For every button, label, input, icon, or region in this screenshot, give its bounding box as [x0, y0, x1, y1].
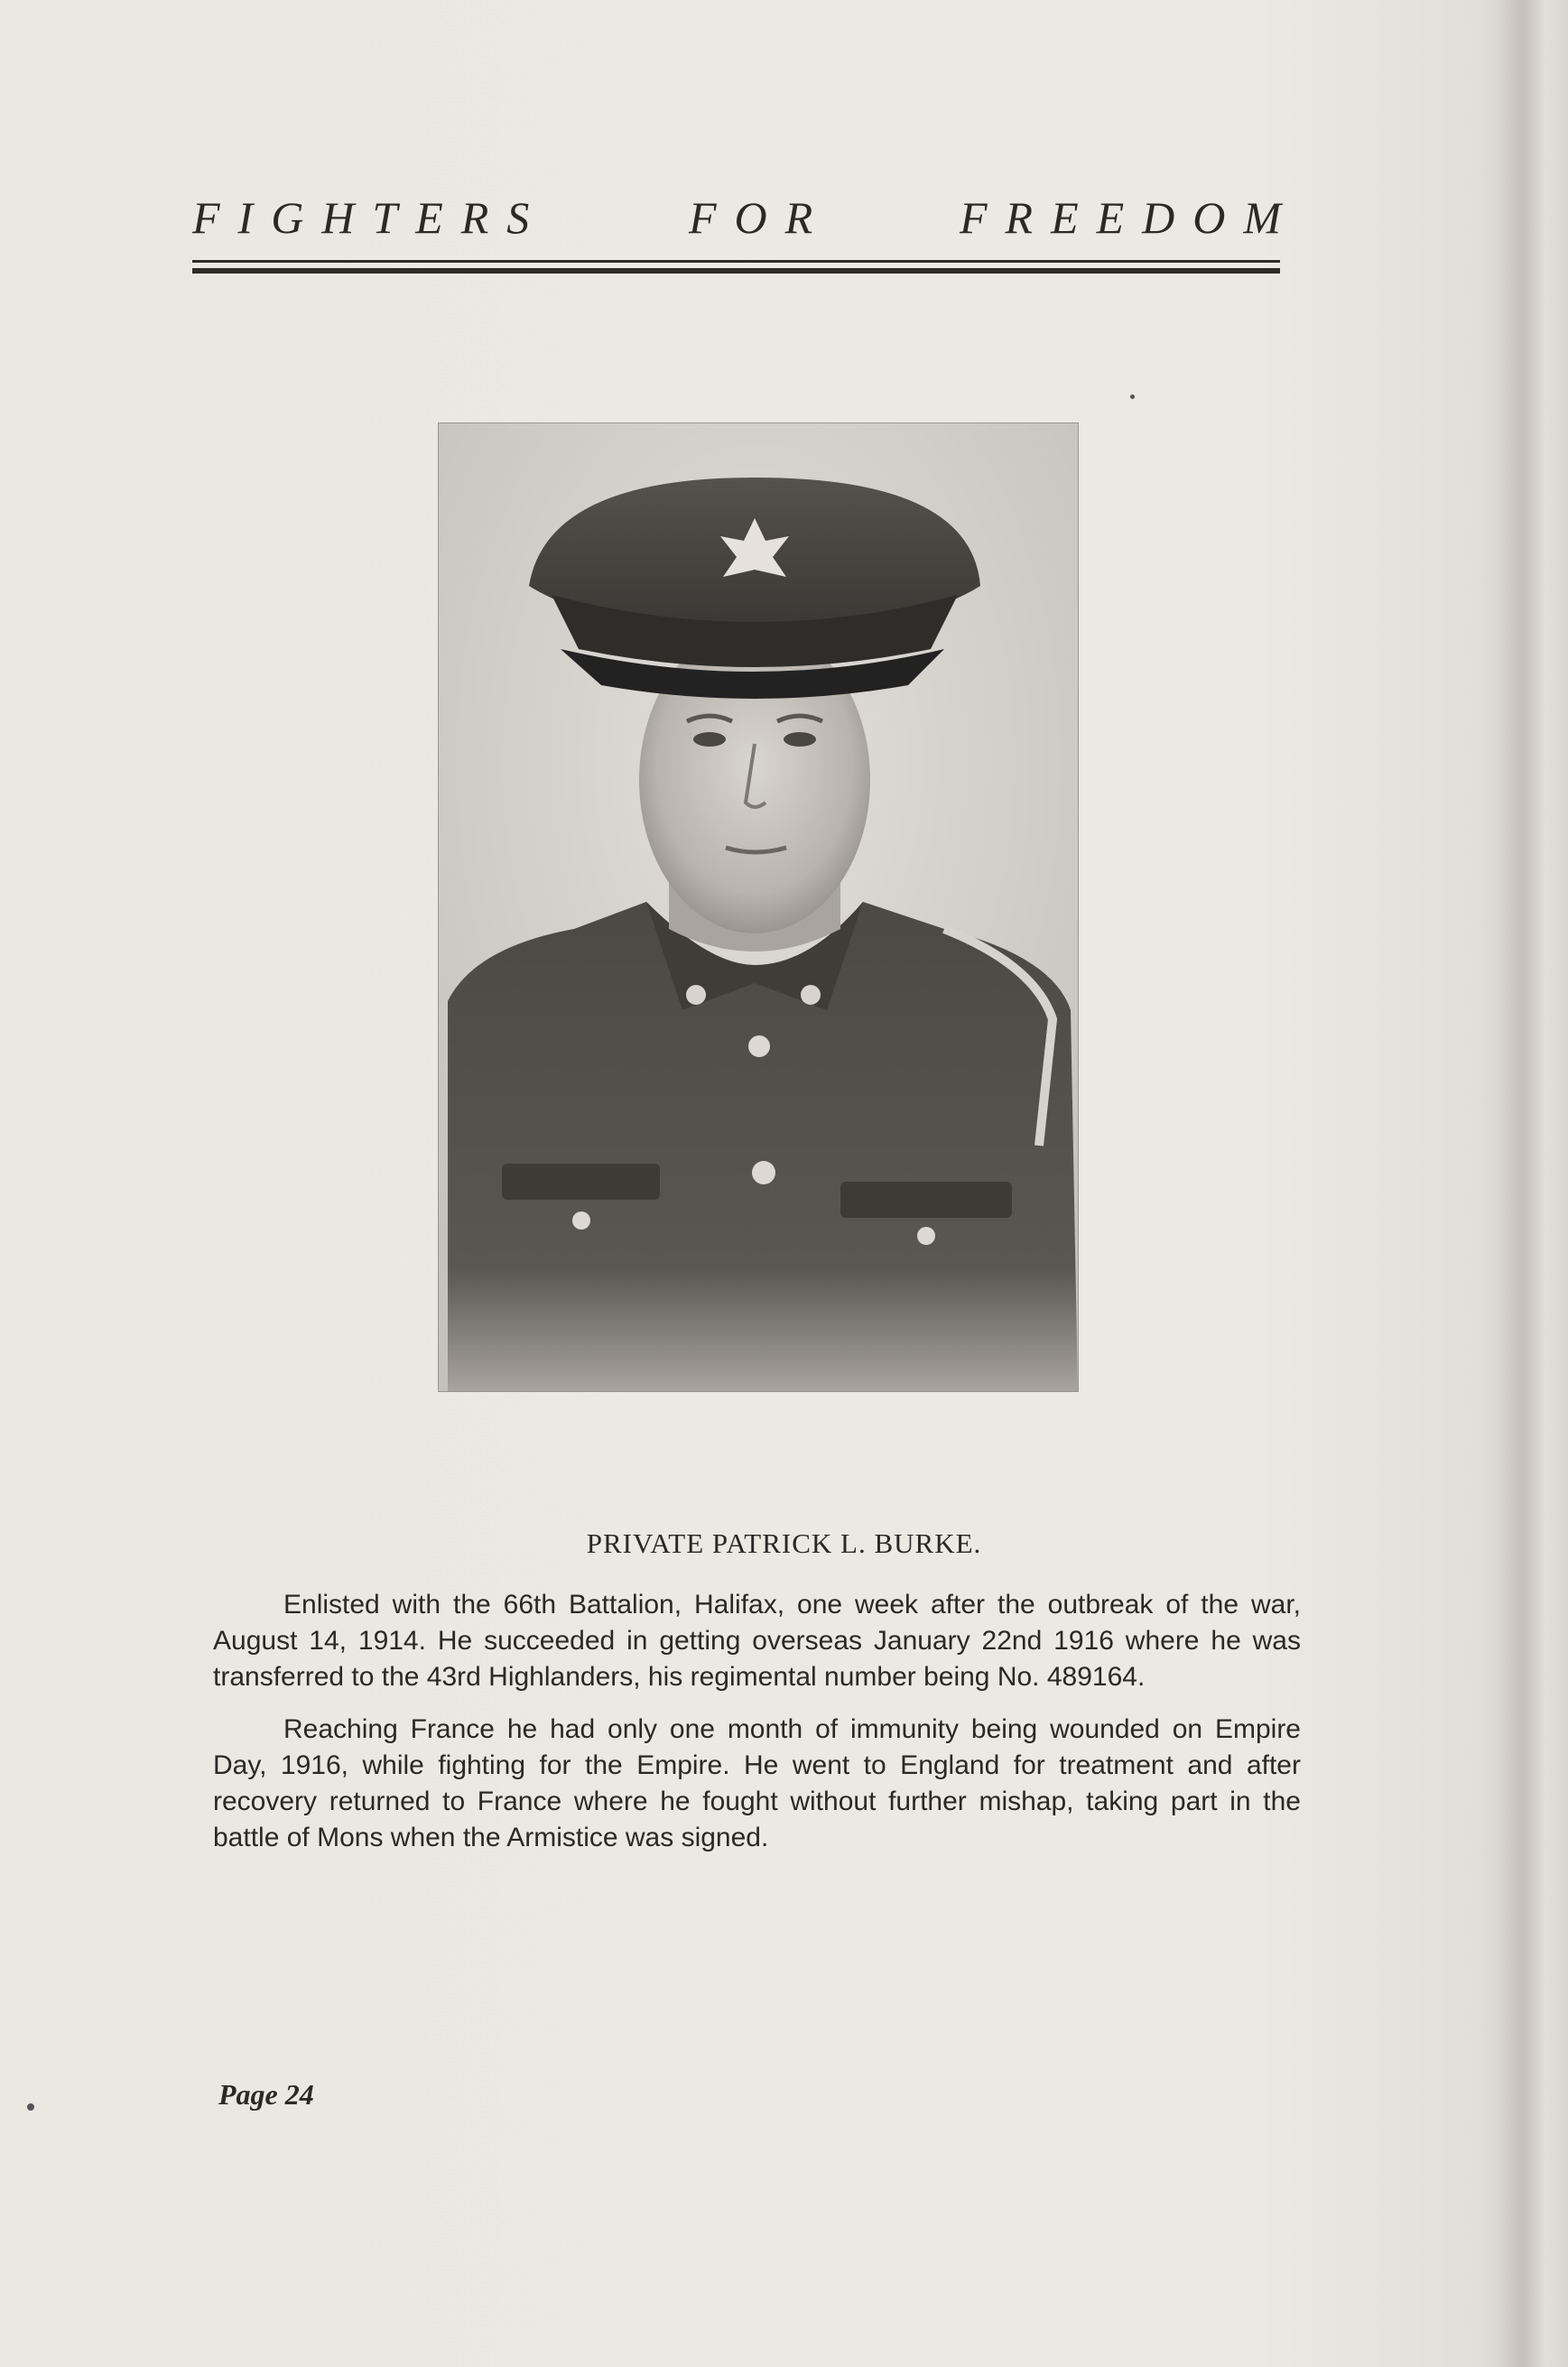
- biography-paragraph-2: Reaching France he had only one month of immunity being wounded on Empire Day, 1916, while fighting for the Empire. He went to England for treatment and after recovery returned to France where he fought without further mishap, taking part in the battle of Mons when the Armistice was signed.: [213, 1714, 1301, 1852]
- running-header: [192, 191, 1300, 255]
- portrait-caption: PRIVATE PATRICK L. BURKE.: [586, 1527, 982, 1559]
- soldier-portrait-photo: [438, 422, 1079, 1392]
- portrait-image: [439, 423, 1078, 1391]
- page-gutter-shadow: [1496, 0, 1568, 2367]
- biography-paragraph-1: Enlisted with the 66th Battalion, Halifax, one week after the outbreak of the war, August 14, 1914. He succeeded in getting overseas January 22nd 1916 where he was transferred to the 43rd Highlanders, his regimental number being No. 489164.: [213, 1590, 1301, 1692]
- header-rule-thin: [192, 260, 1280, 263]
- header-rule-thick: [192, 268, 1280, 274]
- paper-speck: [1130, 394, 1135, 399]
- page-number: Page 24: [218, 2078, 314, 2111]
- header-word-left: FIGHTERS: [192, 192, 548, 243]
- biography-text: [213, 1587, 1301, 1872]
- paper-speck: [27, 2103, 34, 2111]
- header-word-middle: FOR: [689, 192, 831, 243]
- header-word-right: FREEDOM: [960, 192, 1300, 243]
